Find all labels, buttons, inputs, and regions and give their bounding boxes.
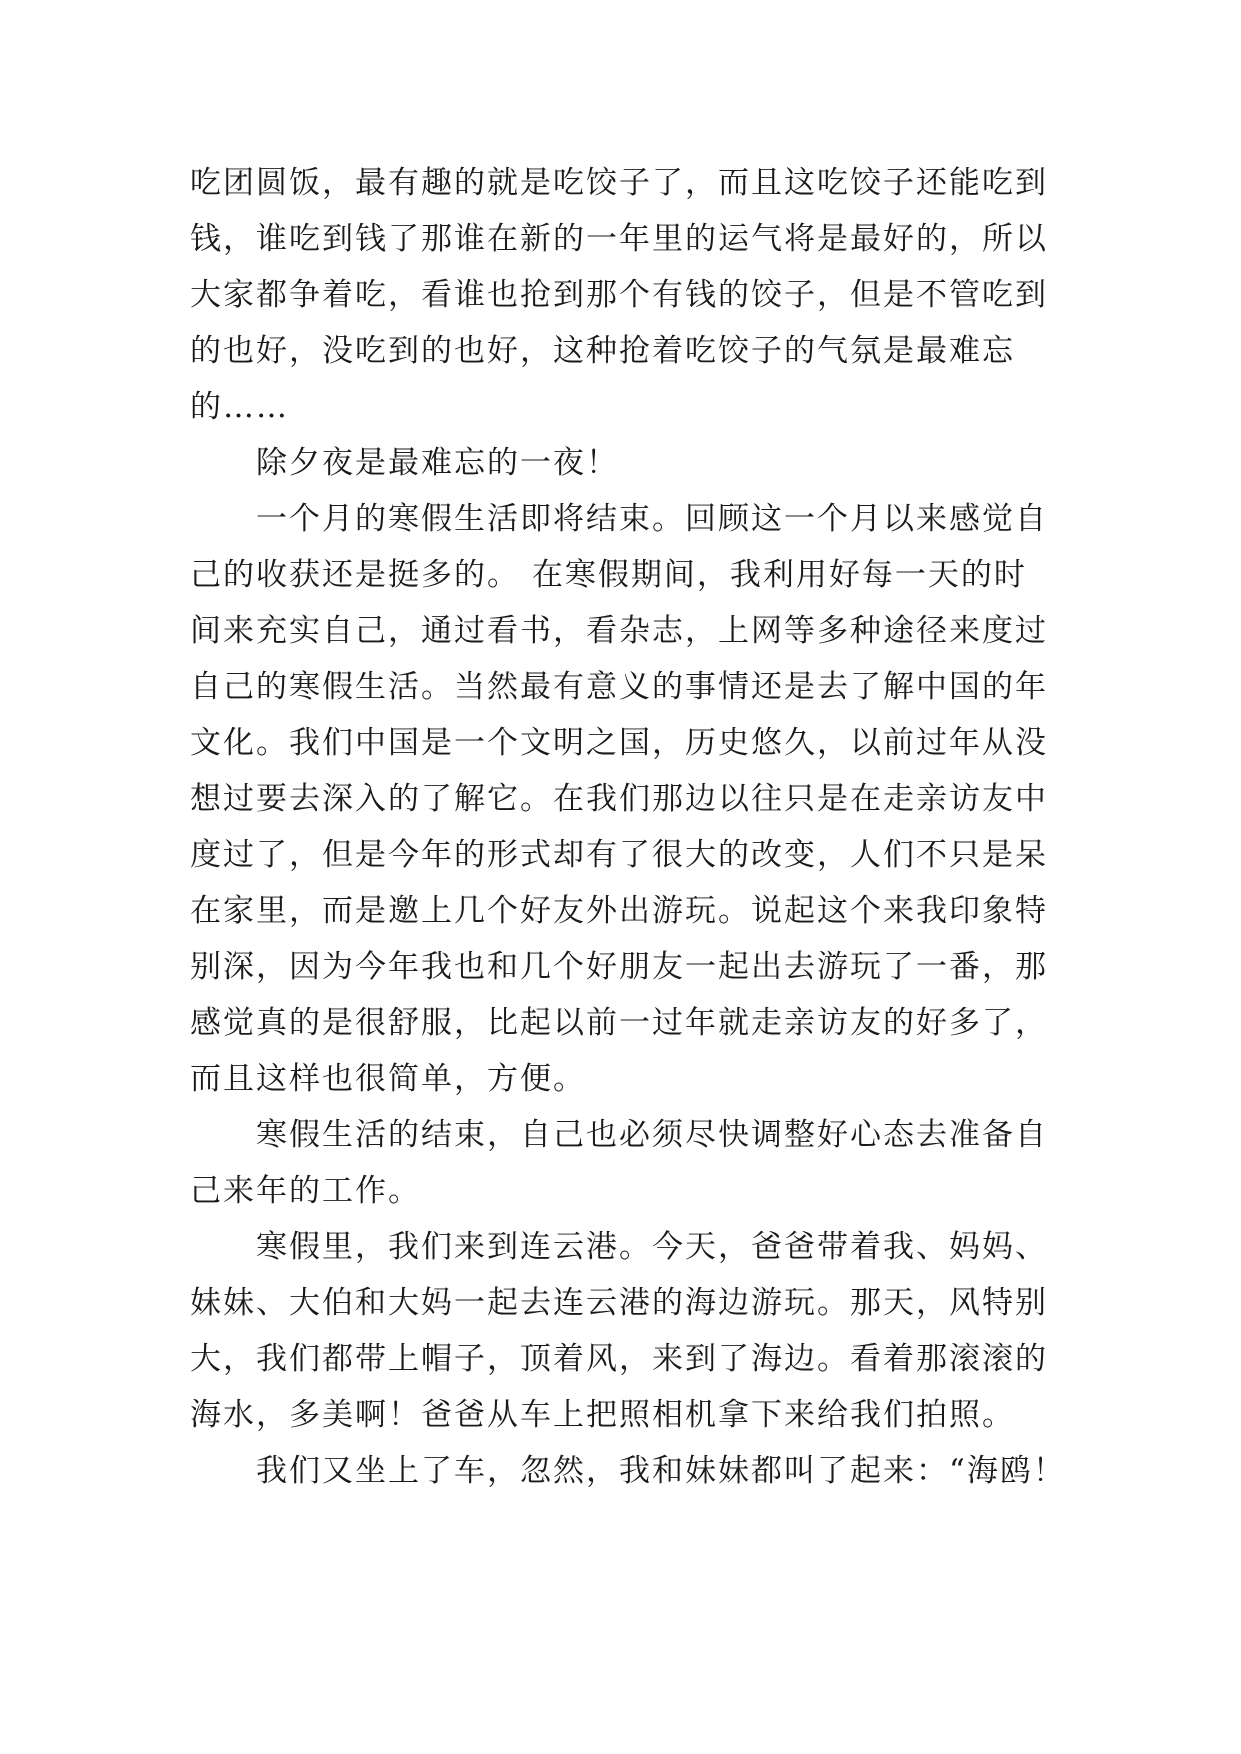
text-line: 的…… [190,389,289,425]
text-line: 己的收获还是挺多的。 在寒假期间，我利用好每一天的时 [190,557,1027,593]
text-line: 在家里，而是邀上几个好友外出游玩。说起这个来我印象特 [190,893,1048,929]
paragraph-start-line: 除夕夜是最难忘的一夜！ [256,445,619,481]
text-line: 大，我们都带上帽子，顶着风，来到了海边。看着那滚滚的 [190,1341,1048,1377]
text-line: 别深，因为今年我也和几个好朋友一起出去游玩了一番，那 [190,949,1048,985]
paragraph-start-line: 寒假里，我们来到连云港。今天，爸爸带着我、妈妈、 [256,1229,1048,1265]
paragraph-start-line: 我们又坐上了车，忽然，我和妹妹都叫了起来：“海鸥！ [256,1453,1066,1489]
text-line: 而且这样也很简单，方便。 [190,1061,586,1097]
text-line: 感觉真的是很舒服，比起以前一过年就走亲访友的好多了， [190,1005,1048,1041]
text-line: 己来年的工作。 [190,1173,421,1209]
document-body [190,155,1070,1499]
text-line: 度过了，但是今年的形式却有了很大的改变，人们不只是呆 [190,837,1048,873]
text-line: 文化。我们中国是一个文明之国，历史悠久，以前过年从没 [190,725,1048,761]
text-line: 钱，谁吃到钱了那谁在新的一年里的运气将是最好的，所以 [190,221,1048,257]
text-line: 自己的寒假生活。当然最有意义的事情还是去了解中国的年 [190,669,1048,705]
text-line: 吃团圆饭，最有趣的就是吃饺子了，而且这吃饺子还能吃到 [190,165,1048,201]
paragraph-start-line: 一个月的寒假生活即将结束。回顾这一个月以来感觉自 [256,501,1048,537]
text-line: 大家都争着吃，看谁也抢到那个有钱的饺子，但是不管吃到 [190,277,1048,313]
text-line: 妹妹、大伯和大妈一起去连云港的海边游玩。那天，风特别 [190,1285,1048,1321]
text-line: 间来充实自己，通过看书，看杂志，上网等多种途径来度过 [190,613,1048,649]
paragraph-start-line: 寒假生活的结束，自己也必须尽快调整好心态去准备自 [256,1117,1048,1153]
text-line: 想过要去深入的了解它。在我们那边以往只是在走亲访友中 [190,781,1048,817]
text-line: 海水，多美啊！爸爸从车上把照相机拿下来给我们拍照。 [190,1397,1015,1433]
text-line: 的也好，没吃到的也好，这种抢着吃饺子的气氛是最难忘 [190,333,1015,369]
